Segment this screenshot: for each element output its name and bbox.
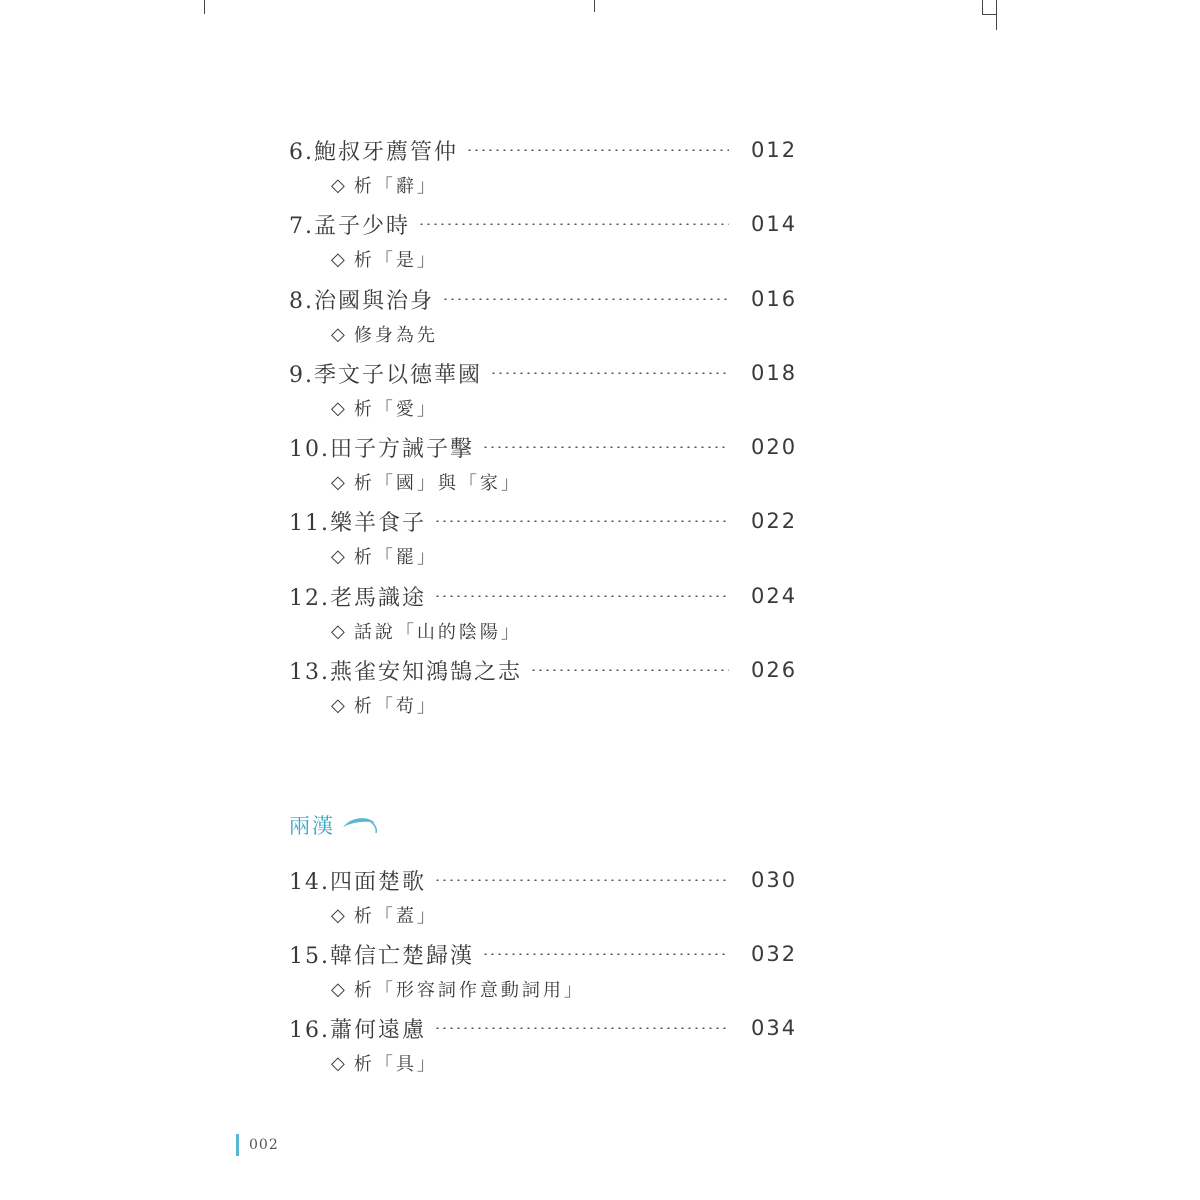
toc-entry[interactable] <box>289 427 799 467</box>
toc-entry-title: 9.季文子以德華國 <box>289 362 482 388</box>
toc-entry-page: 012 <box>751 138 798 162</box>
toc-entry-page: 018 <box>751 361 798 385</box>
toc-entry-title: 10.田子方誡子擊 <box>289 436 474 462</box>
crop-mark <box>996 0 997 30</box>
toc-entry-page: 016 <box>751 287 798 311</box>
toc-entry[interactable] <box>289 501 799 541</box>
leaf-icon <box>341 815 379 835</box>
page-footer <box>236 1133 279 1157</box>
toc-entry-title: 12.老馬識途 <box>289 585 426 611</box>
dot-leader <box>482 446 729 448</box>
toc-subentry <box>331 393 438 423</box>
toc-subentry-text: 析「國」與「家」 <box>353 473 522 494</box>
toc-subentry <box>331 900 438 930</box>
toc-subentry <box>331 974 585 1004</box>
page-number: 002 <box>249 1137 279 1153</box>
toc-entry-title: 7.孟子少時 <box>289 213 410 239</box>
diamond-icon: ◇ <box>331 323 348 345</box>
toc-entry[interactable] <box>289 860 799 900</box>
toc-subentry-text: 析「辭」 <box>353 176 438 197</box>
diamond-icon: ◇ <box>331 248 348 270</box>
toc-entry-page: 030 <box>751 868 798 892</box>
toc-entry-page: 020 <box>751 435 798 459</box>
dot-leader <box>434 520 729 522</box>
toc-entry[interactable] <box>289 1008 799 1048</box>
toc-entry-page: 032 <box>751 942 798 966</box>
toc-entry-title: 6.鮑叔牙薦管仲 <box>289 139 458 165</box>
dot-leader <box>442 298 729 300</box>
toc-subentry <box>331 244 438 274</box>
section-title: 兩漢 <box>289 814 335 838</box>
diamond-icon: ◇ <box>331 545 348 567</box>
diamond-icon: ◇ <box>331 397 348 419</box>
toc-subentry-text: 析「蓋」 <box>353 906 438 927</box>
toc-entry-title: 11.樂羊食子 <box>289 510 426 536</box>
toc-entry[interactable] <box>289 934 799 974</box>
toc-entry-page: 024 <box>751 584 798 608</box>
toc-entry-page: 026 <box>751 658 798 682</box>
dot-leader <box>482 953 729 955</box>
toc-entry-title: 15.韓信亡楚歸漢 <box>289 943 474 969</box>
toc-subentry <box>331 616 522 646</box>
diamond-icon: ◇ <box>331 471 348 493</box>
toc-entry-page: 022 <box>751 509 798 533</box>
diamond-icon: ◇ <box>331 978 348 1000</box>
toc-entry-page: 034 <box>751 1016 798 1040</box>
dot-leader <box>434 879 729 881</box>
section-heading <box>289 808 379 842</box>
toc-subentry-text: 析「苟」 <box>353 696 438 717</box>
dot-leader <box>434 595 729 597</box>
diamond-icon: ◇ <box>331 174 348 196</box>
toc-entry-title: 16.蕭何遠慮 <box>289 1017 426 1043</box>
toc-subentry <box>331 467 522 497</box>
toc-subentry-text: 話說「山的陰陽」 <box>353 622 522 643</box>
toc-subentry <box>331 541 438 571</box>
crop-mark <box>982 0 983 14</box>
crop-mark <box>594 0 595 12</box>
toc-entry-title: 13.燕雀安知鴻鵠之志 <box>289 659 522 685</box>
crop-mark <box>982 14 996 15</box>
dot-leader <box>530 669 729 671</box>
dot-leader <box>490 372 729 374</box>
toc-subentry-text: 析「愛」 <box>353 399 438 420</box>
toc-subentry-text: 修身為先 <box>353 325 438 346</box>
toc-subentry <box>331 1048 438 1078</box>
toc-entry-title: 14.四面楚歌 <box>289 869 426 895</box>
diamond-icon: ◇ <box>331 694 348 716</box>
toc-entry[interactable] <box>289 576 799 616</box>
toc-entry[interactable] <box>289 130 799 170</box>
toc-subentry-text: 析「形容詞作意動詞用」 <box>353 980 585 1001</box>
diamond-icon: ◇ <box>331 904 348 926</box>
footer-accent-bar <box>236 1134 239 1156</box>
toc-entry-page: 014 <box>751 212 798 236</box>
toc-subentry-text: 析「罷」 <box>353 547 438 568</box>
toc-entry[interactable] <box>289 353 799 393</box>
toc-subentry <box>331 170 438 200</box>
dot-leader <box>434 1027 729 1029</box>
toc-subentry <box>331 319 438 349</box>
dot-leader <box>418 223 729 225</box>
toc-entry-title: 8.治國與治身 <box>289 288 434 314</box>
toc-entry[interactable] <box>289 204 799 244</box>
toc-subentry-text: 析「具」 <box>353 1054 438 1075</box>
toc-entry[interactable] <box>289 279 799 319</box>
dot-leader <box>466 149 729 151</box>
crop-mark <box>204 0 205 14</box>
diamond-icon: ◇ <box>331 1052 348 1074</box>
toc-entry[interactable] <box>289 650 799 690</box>
toc-subentry <box>331 690 438 720</box>
toc-subentry-text: 析「是」 <box>353 250 438 271</box>
diamond-icon: ◇ <box>331 620 348 642</box>
